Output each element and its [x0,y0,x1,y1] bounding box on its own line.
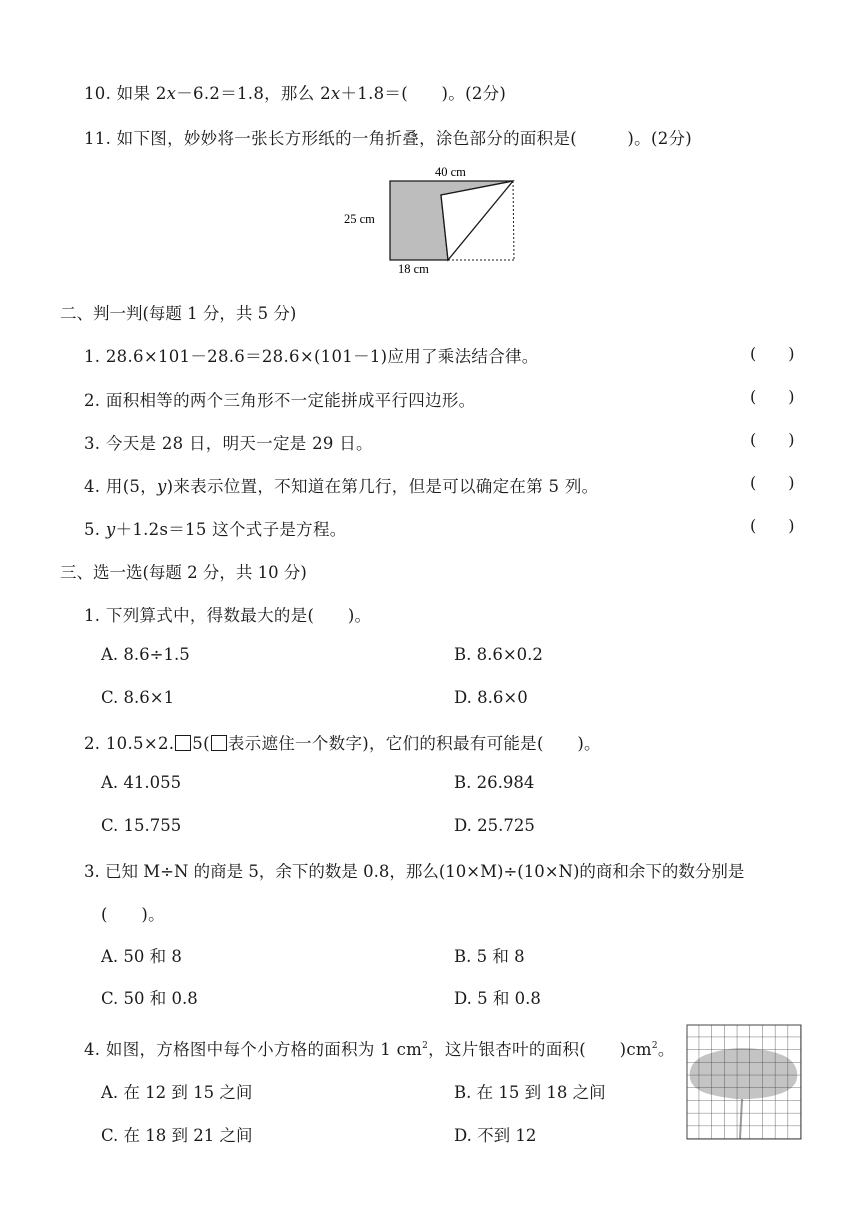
folded-rectangle-figure [340,162,530,277]
question-11: 11. 如下图，妙妙将一张长方形纸的一角折叠，涂色部分的面积是( )。(2分) [84,129,693,148]
choice-q1-option-b[interactable]: B. 8.6×0.2 [454,645,543,664]
hidden-digit-box [175,735,191,751]
choice-q3-option-c[interactable]: C. 50 和 0.8 [101,989,198,1008]
ginkgo-leaf-grid-image [686,1024,802,1140]
choice-q2-option-b[interactable]: B. 26.984 [454,773,535,792]
judge-item-2 [84,387,476,411]
judge-answer-2[interactable]: ( ) [750,387,795,406]
section-2-title: 二、判一判(每题 1 分，共 5 分) [60,304,297,323]
choice-q4-option-a[interactable]: A. 在 12 到 15 之间 [101,1083,253,1102]
q4-stem-a: 4. 如图，方格图中每个小方格的面积为 1 cm [84,1040,423,1059]
q2-stem-a: 2. 10.5×2. [84,734,175,753]
choice-q2-option-d[interactable]: D. 25.725 [454,816,535,835]
section-3-title: 三、选一选(每题 2 分，共 10 分) [60,563,307,582]
choice-q3-option-b[interactable]: B. 5 和 8 [454,947,525,966]
judge-item-4 [84,473,598,497]
judge-item-3 [84,430,373,454]
q10-var-x: x [166,84,177,103]
choice-q4-option-b[interactable]: B. 在 15 到 18 之间 [454,1083,606,1102]
q4-stem-c: 。 [657,1040,675,1059]
judge-item-5-text-a: 5. [84,520,106,539]
judge-answer-5[interactable]: ( ) [750,516,795,535]
judge-item-5-var-y: y [105,520,116,539]
judge-answer-1[interactable]: ( ) [750,344,795,363]
q10-text-b: －6.2＝1.8，那么 2 [176,84,331,103]
label-18cm: 18 cm [398,262,429,276]
judge-item-4-var-y: y [157,477,167,496]
judge-item-1 [84,343,539,367]
choice-q2-stem [84,730,601,754]
choice-q3-option-a[interactable]: A. 50 和 8 [101,947,182,966]
choice-q2-option-a[interactable]: A. 41.055 [101,773,182,792]
dashed-right-edge [513,181,514,260]
judge-answer-4[interactable]: ( ) [750,473,795,492]
judge-item-5 [84,516,347,540]
judge-item-3-text: 3. 今天是 28 日，明天一定是 29 日。 [84,434,373,453]
judge-item-4-text-b: )来表示位置，不知道在第几行，但是可以确定在第 5 列。 [166,477,599,496]
choice-q4-option-d[interactable]: D. 不到 12 [454,1126,537,1145]
q10-var-x2: x [330,84,341,103]
q10-text-c: ＋1.8＝( )。(2分) [340,84,507,103]
choice-q2-option-c[interactable]: C. 15.755 [101,816,182,835]
q4-sup-2: 2 [651,1041,658,1051]
q4-sup-1: 2 [422,1041,429,1051]
choice-q4-stem [84,1036,675,1060]
label-25cm: 25 cm [344,212,375,226]
choice-q1-option-a[interactable]: A. 8.6÷1.5 [101,645,190,664]
q2-stem-c: 表示遮住一个数字)，它们的积最有可能是( )。 [227,734,601,753]
q2-stem-b: 5( [192,734,210,753]
judge-answer-3[interactable]: ( ) [750,430,795,449]
box-symbol [211,735,227,751]
choice-q3-stem-cont: ( )。 [101,905,165,924]
folded-triangle [441,181,513,260]
judge-item-4-text-a: 4. 用(5， [84,477,158,496]
judge-item-1-text: 1. 28.6×101－28.6＝28.6×(101－1)应用了乘法结合律。 [84,347,539,366]
judge-item-5-text-b: ＋1.2s＝15 这个式子是方程。 [115,520,347,539]
choice-q3-stem: 3. 已知 M÷N 的商是 5，余下的数是 0.8，那么(10×M)÷(10×N)的商和余下的数分别是 [84,862,745,881]
label-40cm: 40 cm [435,165,466,179]
choice-q1-option-c[interactable]: C. 8.6×1 [101,688,175,707]
choice-q1-option-d[interactable]: D. 8.6×0 [454,688,528,707]
q4-stem-b: ，这片银杏叶的面积( )cm [428,1040,652,1059]
choice-q4-option-c[interactable]: C. 在 18 到 21 之间 [101,1126,253,1145]
judge-item-2-text: 2. 面积相等的两个三角形不一定能拼成平行四边形。 [84,391,476,410]
choice-q1-stem: 1. 下列算式中，得数最大的是( )。 [84,606,372,625]
q10-text-a: 10. 如果 2 [84,84,167,103]
choice-q3-option-d[interactable]: D. 5 和 0.8 [454,989,541,1008]
question-10 [84,80,506,104]
